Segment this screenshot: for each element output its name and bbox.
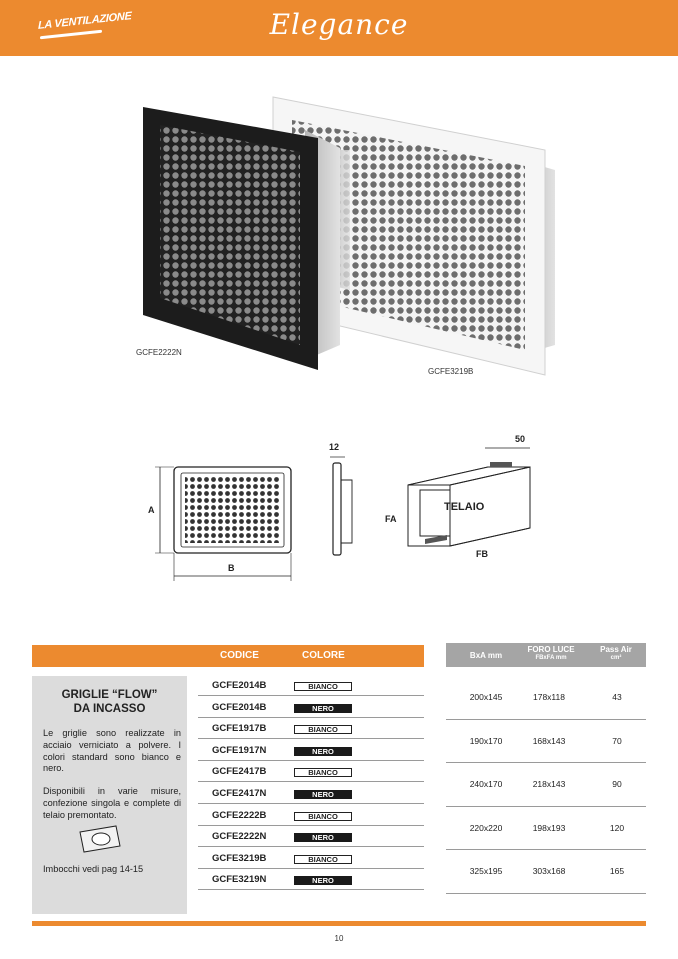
size-cell-bxa: 220x220 <box>469 822 503 833</box>
product-code: GCFE3219B <box>212 852 267 864</box>
color-badge: BIANCO <box>294 768 352 777</box>
size-cell-foro: 218x143 <box>532 779 566 789</box>
info-paragraph-2: Disponibili in varie misure, confezione singola e complete di telaio premontato. <box>43 786 181 820</box>
col-header-pass <box>588 645 644 663</box>
header-bar <box>0 0 678 56</box>
page-number: 10 <box>334 934 344 943</box>
row-divider <box>198 803 424 804</box>
info-footer: Imbocchi vedi pag 14-15 <box>43 864 144 874</box>
row-divider <box>198 889 424 890</box>
size-cell-foro: 178x118 <box>533 692 565 702</box>
col-header-codice: CODICE <box>220 650 259 661</box>
product-code: GCFE2014B <box>212 680 267 691</box>
product-code: GCFE1917B <box>212 723 267 735</box>
info-box <box>32 676 187 914</box>
product-code: GCFE2417B <box>212 766 267 778</box>
size-cell-foro: 198x193 <box>532 822 566 833</box>
size-cell-pass: 43 <box>612 692 622 702</box>
product-code: GCFE2014B <box>212 701 267 713</box>
row-divider <box>198 781 424 782</box>
color-badge: BIANCO <box>294 682 352 691</box>
row-divider <box>198 760 424 761</box>
size-row-divider <box>446 762 646 763</box>
caption-black-grille: GCFE2222N <box>136 348 182 357</box>
info-title-line1: GRIGLIE “FLOW” <box>61 689 158 701</box>
row-divider <box>198 717 424 718</box>
size-cell-pass: 90 <box>612 779 622 789</box>
size-row-divider <box>446 849 646 850</box>
row-divider <box>198 695 424 696</box>
row-divider <box>198 825 424 826</box>
color-badge: NERO <box>294 704 352 713</box>
col-header-pass-line1: Pass Air <box>600 645 632 654</box>
size-cell-pass: 120 <box>609 822 625 833</box>
product-code: GCFE2222B <box>212 809 267 821</box>
size-row-divider <box>446 806 646 807</box>
color-badge: BIANCO <box>294 855 352 864</box>
row-divider <box>198 868 424 869</box>
side-view <box>333 463 341 555</box>
dim-label-a: A <box>148 505 155 515</box>
col-header-bxa: BxA mm <box>469 651 503 660</box>
technical-drawing <box>0 430 678 590</box>
row-divider <box>198 738 424 739</box>
dim-label-b: B <box>228 563 235 573</box>
footer-bar <box>32 921 646 926</box>
row-divider <box>198 846 424 847</box>
dim-label-depth-50: 50 <box>515 434 526 444</box>
product-code: GCFE2417N <box>212 788 267 799</box>
col-header-pass-line2: cm² <box>610 655 622 661</box>
size-cell-foro: 303x168 <box>532 866 566 876</box>
size-cell-pass: 70 <box>612 735 622 746</box>
size-cell-bxa: 240x170 <box>469 779 503 789</box>
col-header-foro-line2: FBxFA mm <box>535 655 567 661</box>
brand-logo: LA VENTILAZIONE <box>38 10 132 32</box>
size-cell-bxa: 200x145 <box>469 692 503 702</box>
color-badge: NERO <box>294 790 352 799</box>
page-title: Elegance <box>269 8 409 41</box>
caption-white-grille: GCFE3219B <box>428 367 474 376</box>
col-header-foro-line1: FORO LUCE <box>527 645 575 654</box>
color-badge: NERO <box>294 876 352 885</box>
telaio-label: TELAIO <box>444 501 485 513</box>
color-badge: BIANCO <box>294 725 352 734</box>
size-cell-foro: 168x143 <box>532 735 566 746</box>
size-row-divider <box>446 893 646 894</box>
color-badge: NERO <box>294 747 352 756</box>
col-header-colore: COLORE <box>302 650 345 661</box>
size-cell-pass: 165 <box>609 866 625 876</box>
size-row-divider <box>446 719 646 720</box>
color-badge: NERO <box>294 833 352 842</box>
product-photo <box>0 56 678 386</box>
product-code: GCFE3219N <box>212 874 267 886</box>
size-cell-bxa: 190x170 <box>469 735 503 746</box>
black-grille-image <box>143 107 340 370</box>
info-paragraph-1: Le griglie sono realizzate in acciaio verniciato a polvere. I colori standard sono bianco e nero. <box>43 728 181 774</box>
dim-label-fb: FB <box>476 549 488 559</box>
dim-label-depth-12: 12 <box>329 442 340 452</box>
col-header-foro <box>520 645 582 663</box>
dim-label-fa: FA <box>385 514 397 524</box>
info-title <box>32 688 187 716</box>
info-title-line2: DA INCASSO <box>73 703 146 715</box>
size-cell-bxa: 325x195 <box>469 866 503 876</box>
color-badge: BIANCO <box>294 812 352 821</box>
product-code: GCFE2222N <box>212 831 267 843</box>
spigot-icon <box>76 822 124 856</box>
product-code: GCFE1917N <box>212 744 267 756</box>
